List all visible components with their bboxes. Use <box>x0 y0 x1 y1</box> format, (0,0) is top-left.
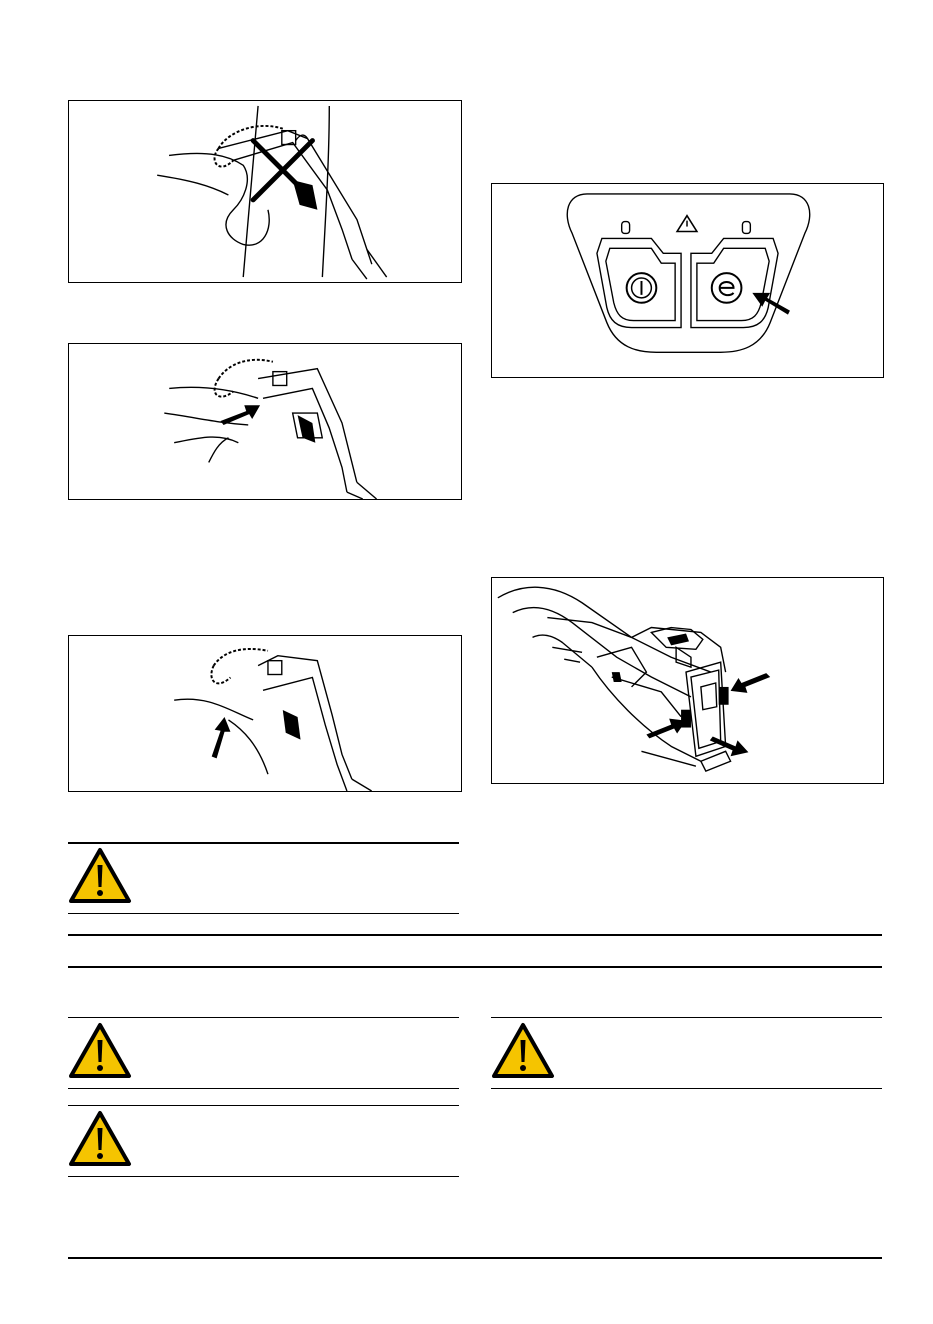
warning-3-icon <box>68 1110 132 1168</box>
figure-hand-arrow-up <box>68 635 462 792</box>
illustration <box>69 636 461 791</box>
warning-1-bottom-rule <box>68 913 459 914</box>
warning-4-bottom-rule <box>491 1088 882 1089</box>
warning-2-icon <box>68 1022 132 1080</box>
power-button-icon <box>627 273 657 303</box>
arrow-icon <box>212 717 231 758</box>
arrow-icon <box>646 719 686 739</box>
warning-triangle-icon <box>677 216 697 232</box>
figure-hand-push-guard <box>68 343 462 500</box>
arrow-icon <box>221 405 260 425</box>
warning-2-top-rule <box>68 1017 459 1018</box>
warning-3-bottom-rule <box>68 1176 459 1177</box>
illustration <box>492 578 883 783</box>
eco-button-icon <box>712 273 742 303</box>
figure-control-panel <box>491 183 884 378</box>
arrow-icon <box>710 736 749 756</box>
warning-4-top-rule <box>491 1017 882 1018</box>
warning-1-top-rule <box>68 842 459 844</box>
warning-3-top-rule <box>68 1105 459 1106</box>
footer-rule <box>68 1257 882 1259</box>
section-rule-top <box>68 934 882 936</box>
warning-1-icon <box>68 847 132 905</box>
illustration <box>69 344 461 499</box>
illustration <box>492 184 883 377</box>
illustration <box>69 101 461 282</box>
figure-battery-removal <box>491 577 884 784</box>
figure-hand-on-chain-wrong <box>68 100 462 283</box>
warning-2-bottom-rule <box>68 1088 459 1089</box>
arrow-icon <box>731 673 771 693</box>
section-rule-bottom <box>68 966 882 968</box>
warning-4-icon <box>491 1022 555 1080</box>
